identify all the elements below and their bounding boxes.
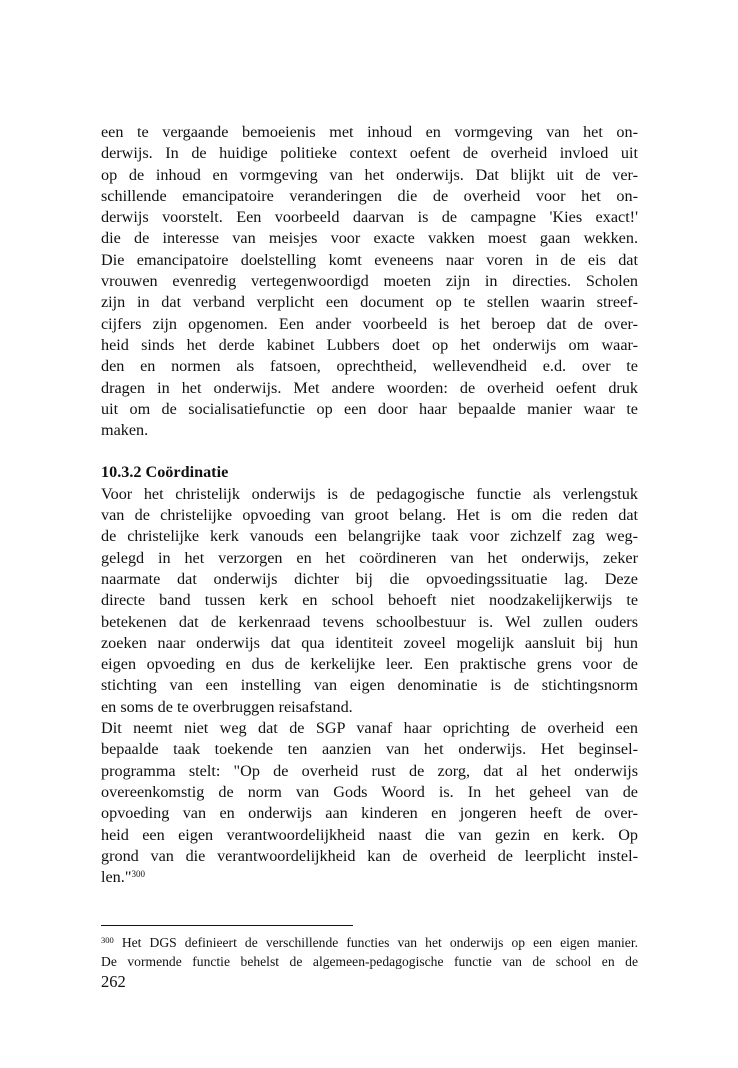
text-line: naarmate dat onderwijs dichter bij die opvoedingssituatie lag. Deze xyxy=(101,569,638,588)
footnote-reference[interactable]: 300 xyxy=(131,869,145,880)
section-heading: 10.3.2 Coördinatie xyxy=(101,463,229,482)
text-line: uit om de socialisatiefunctie op een door haar bepaalde manier waar te xyxy=(101,399,638,418)
text-line: betekenen dat de kerkenraad tevens schoolbestuur is. Wel zullen ouders xyxy=(101,612,638,631)
paragraph-spacer xyxy=(101,441,638,462)
text-line: stichting van een instelling van eigen denominatie is de stichtingsnorm xyxy=(101,676,638,695)
text-line: de christelijke kerk vanouds een belangrijke taak voor zichzelf zag weg- xyxy=(101,527,638,546)
text-line: maken. xyxy=(101,421,149,440)
text-line: grond van die verantwoordelijkheid kan de overheid de leerplicht instel- xyxy=(101,846,638,865)
text-line: op de inhoud en vormgeving van het onderwijs. Dat blijkt uit de ver- xyxy=(101,165,638,184)
text-line: directe band tussen kerk en school behoeft niet noodzakelijkerwijs te xyxy=(101,591,638,610)
footnote-divider xyxy=(101,925,353,926)
page-body xyxy=(101,122,638,888)
text-line-end: len." xyxy=(101,868,132,887)
footnote-line: De vormende functie behelst de algemeen-pedagogische functie van de school en de xyxy=(101,953,638,969)
text-line: bepaalde taak toekende ten aanzien van het onderwijs. Het beginsel- xyxy=(101,740,638,759)
text-line: cijfers zijn opgenomen. Een ander voorbeeld is het beroep dat de over- xyxy=(101,314,638,333)
text-line: een te vergaande bemoeienis met inhoud en vormgeving van het on- xyxy=(101,123,638,141)
text-line: van de christelijke opvoeding van groot belang. Het is om die reden dat xyxy=(101,506,638,525)
text-line: gelegd in het verzorgen en het coördineren van het onderwijs, zeker xyxy=(101,548,638,567)
text-line: den en normen als fatsoen, oprechtheid, wellevendheid e.d. over te xyxy=(101,357,638,376)
text-line: Voor het christelijk onderwijs is de pedagogische functie als verlengstuk xyxy=(101,484,638,503)
paragraph-1 xyxy=(101,122,638,441)
footnote xyxy=(101,934,638,971)
text-line: derwijs. In de huidige politieke context oefent de overheid invloed uit xyxy=(101,144,638,163)
text-line: vrouwen evenredig vertegenwoordigd moeten zijn in directies. Scholen xyxy=(101,272,638,291)
text-line: Dit neemt niet weg dat de SGP vanaf haar oprichting de overheid een xyxy=(101,719,638,738)
text-line: derwijs voorstelt. Een voorbeeld daarvan is de campagne 'Kies exact!' xyxy=(101,208,638,227)
text-line: zoeken naar onderwijs dat qua identiteit zoveel mogelijk aansluit bij hun xyxy=(101,633,638,652)
text-line: overeenkomstig de norm van Gods Woord is. In het geheel van de xyxy=(101,782,638,801)
page-number: 262 xyxy=(101,972,126,991)
text-line: programma stelt: "Op de overheid rust de zorg, dat al het onderwijs xyxy=(101,761,638,780)
paragraph-2 xyxy=(101,484,638,718)
text-line: die de interesse van meisjes voor exacte vakken moest gaan wekken. xyxy=(101,229,638,248)
footnote-number: 300 xyxy=(101,935,114,945)
text-line xyxy=(101,867,638,888)
paragraph-3 xyxy=(101,718,638,888)
text-line: Die emancipatoire doelstelling komt eveneens naar voren in de eis dat xyxy=(101,250,638,269)
text-line: heid sinds het derde kabinet Lubbers doet op het onderwijs om waar- xyxy=(101,335,638,354)
text-line: heid een eigen verantwoordelijkheid naast die van gezin en kerk. Op xyxy=(101,825,638,844)
text-line: zijn in dat verband verplicht een document op te stellen waarin streef- xyxy=(101,293,638,312)
text-line: en soms de te overbruggen reisafstand. xyxy=(101,697,353,716)
text-line: dragen in het onderwijs. Met andere woorden: de overheid oefent druk xyxy=(101,378,638,397)
text-line: eigen opvoeding en dus de kerkelijke leer. Een praktische grens voor de xyxy=(101,655,638,674)
footnote-line xyxy=(101,934,638,953)
text-line: opvoeding van en onderwijs aan kinderen en jongeren heeft de over- xyxy=(101,804,638,823)
footnote-text: Het DGS definieert de verschillende functies van het onderwijs op een eigen manier. xyxy=(121,935,638,950)
text-line: schillende emancipatoire veranderingen die de overheid voor het on- xyxy=(101,186,638,205)
